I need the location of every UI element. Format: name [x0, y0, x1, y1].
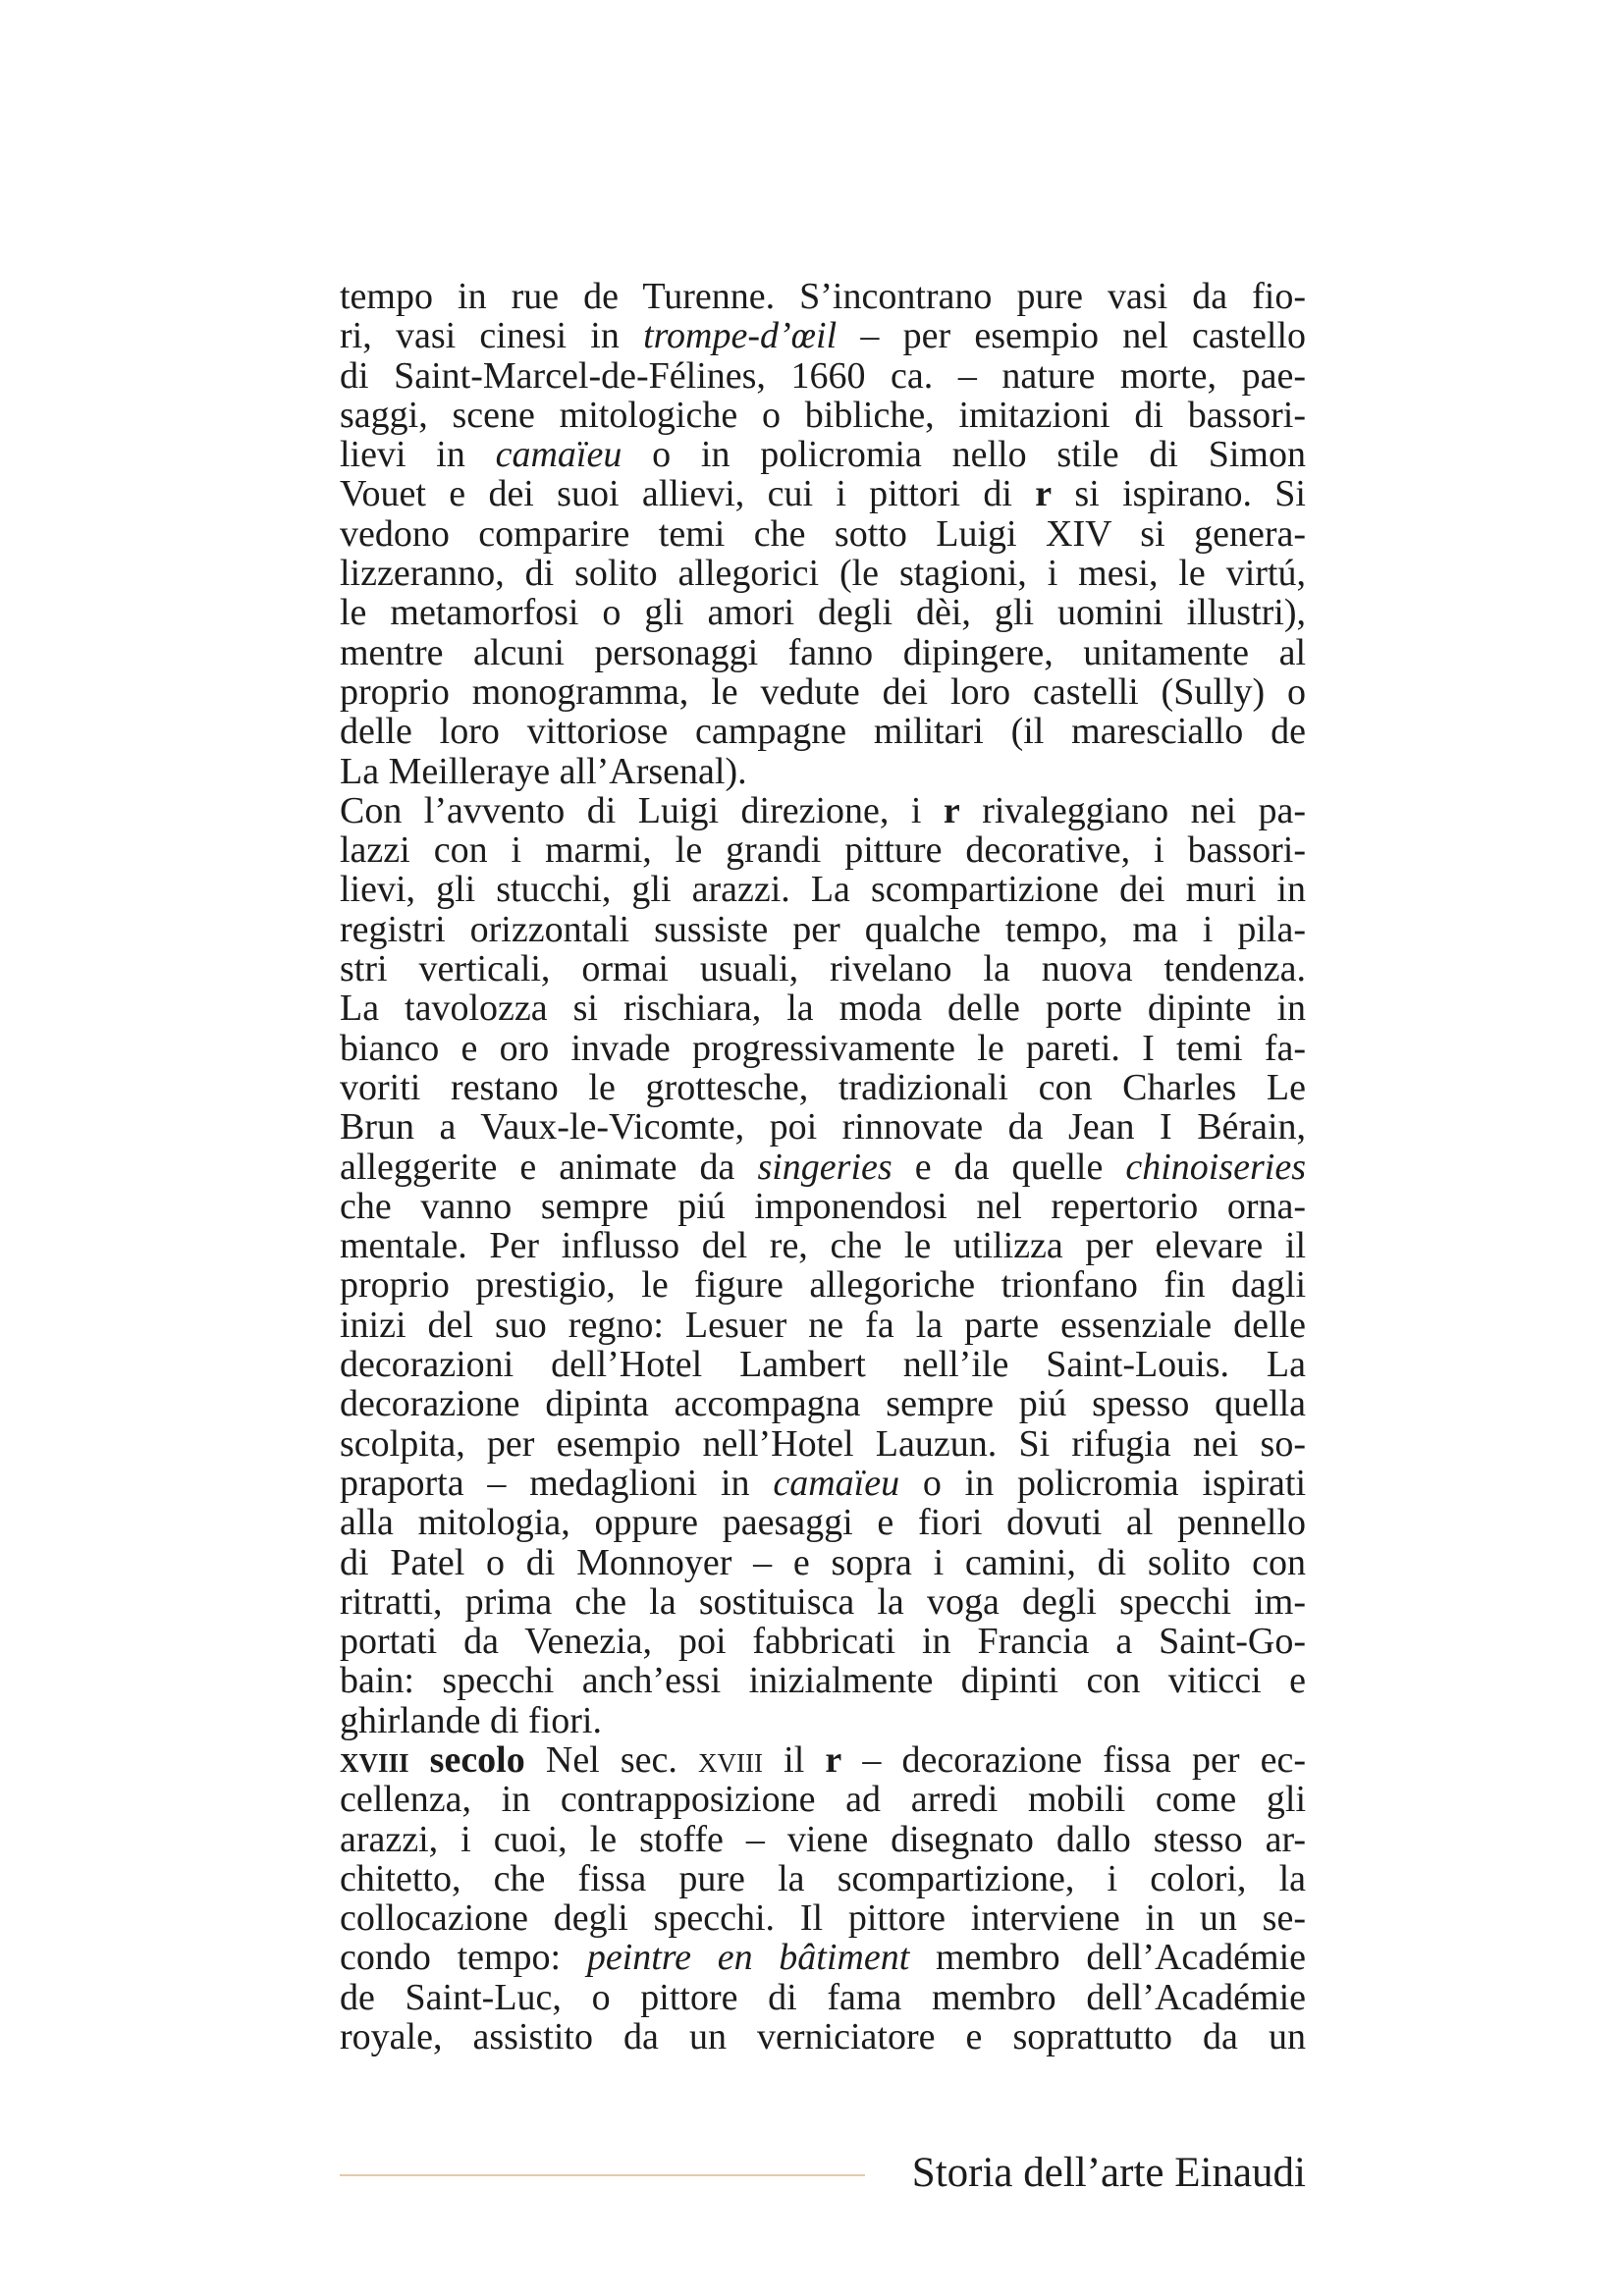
footer-rule	[340, 2174, 865, 2176]
text-run: tempo in rue de Turenne. S’incontrano pure vasi da fio-	[340, 276, 1306, 317]
text-run: La tavolozza si rischiara, la moda delle porte dipinte in	[340, 988, 1306, 1030]
text-line	[340, 356, 1306, 396]
text-run: lievi, gli stucchi, gli arazzi. La scompartizione dei muri in	[340, 869, 1306, 911]
text-line	[340, 1543, 1306, 1582]
text-run: arazzi, i cuoi, le stoffe – viene disegnato dallo stesso ar-	[340, 1818, 1306, 1860]
text-line	[340, 1464, 1306, 1503]
text-line	[340, 1306, 1306, 1345]
text-line	[340, 316, 1306, 355]
text-run: collocazione degli specchi. Il pittore interviene in un se-	[340, 1897, 1306, 1940]
text-line	[340, 830, 1306, 870]
text-run: voriti restano le grottesche, tradizionali con Charles Le	[340, 1066, 1306, 1108]
text-line	[340, 396, 1306, 435]
text-run: Vouet e dei suoi allievi, cui i pittori di	[340, 473, 1036, 515]
text-run: di Patel o di Monnoyer – e sopra i camini, di solito con	[340, 1541, 1306, 1583]
text-line	[340, 2017, 1306, 2056]
text-run: camaïeu	[773, 1462, 900, 1504]
text-line	[340, 593, 1306, 632]
text-run: bianco e oro invade progressivamente le pareti. I temi fa-	[340, 1027, 1306, 1069]
text-run: vedono comparire temi che sotto Luigi XIV si genera-	[340, 512, 1306, 555]
text-run: lizzeranno, di solito allegorici (le stagioni, i mesi, le virtú,	[340, 553, 1306, 595]
text-line	[340, 1384, 1306, 1423]
text-line	[340, 1107, 1306, 1147]
text-line	[340, 1820, 1306, 1859]
text-run: cellenza, in contrapposizione ad arredi mobili come gli	[340, 1779, 1306, 1821]
text-run: registri orizzontali sussiste per qualche tempo, ma i pila-	[340, 908, 1306, 950]
text-line	[340, 870, 1306, 909]
text-run: xviii	[340, 1738, 409, 1781]
text-run: praporta – medaglioni in	[340, 1462, 774, 1504]
text-line	[340, 1740, 1306, 1780]
text-run: o in policromia nello stile di Simon	[622, 434, 1306, 476]
text-run: Con l’avvento di Luigi direzione, i	[340, 789, 944, 831]
text-run: lievi in	[340, 434, 496, 476]
text-run: le metamorfosi o gli amori degli dèi, gli uomini illustri),	[340, 592, 1306, 634]
text-run: – decorazione fissa per ec-	[841, 1738, 1307, 1781]
text-run: decorazioni dell’Hotel Lambert nell’ile Saint-Louis. La	[340, 1344, 1306, 1386]
text-line	[340, 1859, 1306, 1898]
text-line	[340, 1898, 1306, 1938]
text-run: alleggerite e animate da	[340, 1146, 758, 1188]
text-run: singeries	[757, 1146, 893, 1188]
text-line	[340, 1148, 1306, 1187]
text-line	[340, 1701, 1306, 1740]
text-run: scolpita, per esempio nell’Hotel Lauzun. Si rifugia nei so-	[340, 1422, 1306, 1465]
text-run: lazzi con i marmi, le grandi pitture decorative, i bassori-	[340, 829, 1306, 872]
body-text	[340, 277, 1306, 2056]
text-line	[340, 1226, 1306, 1265]
text-line	[340, 949, 1306, 988]
text-run: r	[1035, 473, 1053, 515]
text-run: proprio monogramma, le vedute dei loro castelli (Sully) o	[340, 670, 1306, 713]
text-run: di Saint-Marcel-de-Félines, 1660 ca. – nature morte, pae-	[340, 354, 1306, 397]
text-run: stri verticali, ormai usuali, rivelano la nuova tendenza.	[340, 948, 1306, 990]
text-run: La Meilleraye all’Arsenal).	[340, 750, 747, 792]
text-run: o in policromia ispirati	[899, 1462, 1307, 1504]
text-run: e da quelle	[892, 1146, 1126, 1188]
text-line	[340, 554, 1306, 593]
text-line	[340, 474, 1306, 513]
text-run: decorazione dipinta accompagna sempre piú spesso quella	[340, 1383, 1306, 1425]
text-run: – per esempio nel castello	[837, 315, 1306, 357]
text-line	[340, 277, 1306, 316]
text-run: r	[943, 789, 960, 831]
text-run: Brun a Vaux-le-Vicomte, poi rinnovate da Jean I Bérain,	[340, 1106, 1306, 1148]
text-line	[340, 1424, 1306, 1464]
text-line	[340, 1029, 1306, 1068]
text-line	[340, 672, 1306, 712]
text-run: mentale. Per influsso del re, che le utilizza per elevare il	[340, 1225, 1306, 1267]
text-line	[340, 633, 1306, 672]
text-run: ri, vasi cinesi in	[340, 315, 644, 357]
text-run: royale, assistito da un verniciatore e soprattutto da un	[340, 2016, 1306, 2058]
text-run: trompe-d’œil	[643, 315, 838, 357]
text-run: xviii	[698, 1738, 764, 1781]
text-run: chinoiseries	[1125, 1146, 1306, 1188]
text-line	[340, 712, 1306, 751]
text-run: il	[763, 1738, 826, 1781]
text-run: peintre en bâtiment	[586, 1937, 910, 1979]
footer-label: Storia dell’arte Einaudi	[911, 2150, 1306, 2196]
text-run: alla mitologia, oppure paesaggi e fiori dovuti al pennello	[340, 1502, 1306, 1544]
text-run: delle loro vittoriose campagne militari (il maresciallo de	[340, 711, 1306, 753]
text-run: r	[825, 1738, 842, 1781]
text-line	[340, 752, 1306, 791]
text-run: membro dell’Académie	[909, 1937, 1306, 1979]
text-run: secolo	[408, 1738, 525, 1781]
text-line	[340, 910, 1306, 949]
text-line	[340, 1187, 1306, 1226]
text-line	[340, 435, 1306, 474]
text-line	[340, 1503, 1306, 1542]
text-run: saggi, scene mitologiche o bibliche, imitazioni di bassori-	[340, 394, 1306, 436]
text-line	[340, 1068, 1306, 1107]
text-run: chitetto, che fissa pure la scompartizione, i colori, la	[340, 1857, 1306, 1899]
text-run: ghirlande di fiori.	[340, 1699, 602, 1741]
text-line	[340, 1978, 1306, 2017]
text-line	[340, 1345, 1306, 1384]
text-line	[340, 1622, 1306, 1661]
text-line	[340, 1661, 1306, 1700]
text-run: ritratti, prima che la sostituisca la voga degli specchi im-	[340, 1580, 1306, 1623]
text-run: inizi del suo regno: Lesuer ne fa la parte essenziale delle	[340, 1304, 1306, 1346]
text-line	[340, 988, 1306, 1028]
text-line	[340, 1265, 1306, 1305]
text-run: portati da Venezia, poi fabbricati in Francia a Saint-Go-	[340, 1621, 1306, 1663]
text-line	[340, 1938, 1306, 1977]
text-run: si ispirano. Si	[1052, 473, 1306, 515]
text-run: proprio prestigio, le figure allegoriche trionfano fin dagli	[340, 1264, 1306, 1307]
text-run: mentre alcuni personaggi fanno dipingere, unitamente al	[340, 631, 1306, 673]
text-run: Nel sec.	[524, 1738, 699, 1781]
text-run: camaïeu	[495, 434, 622, 476]
text-run: de Saint-Luc, o pittore di fama membro dell’Académie	[340, 1976, 1306, 2018]
text-run: rivaleggiano nei pa-	[959, 789, 1306, 831]
text-run: bain: specchi anch’essi inizialmente dipinti con viticci e	[340, 1660, 1306, 1702]
text-run: che vanno sempre piú imponendosi nel repertorio orna-	[340, 1185, 1306, 1227]
text-run: condo tempo:	[340, 1937, 587, 1979]
text-line	[340, 1780, 1306, 1819]
text-line	[340, 1582, 1306, 1622]
text-line	[340, 791, 1306, 830]
text-line	[340, 514, 1306, 554]
